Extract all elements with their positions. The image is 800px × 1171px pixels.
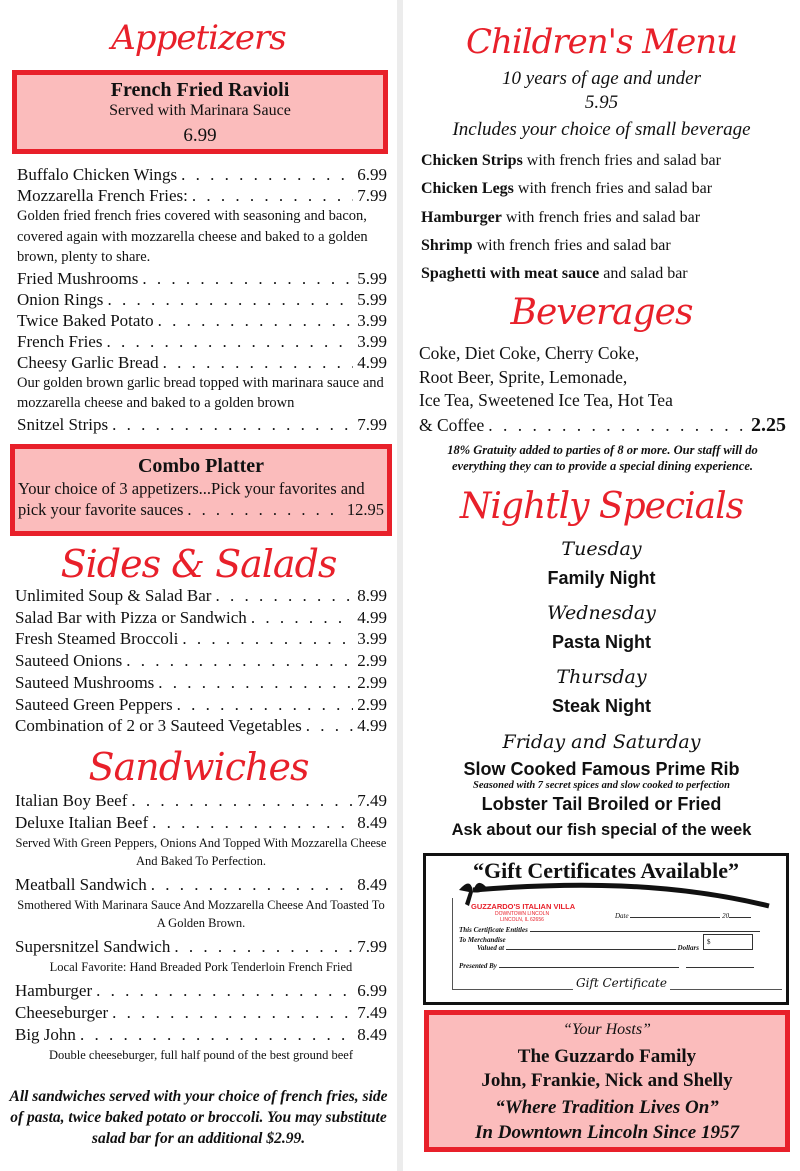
night-special: Steak Night <box>551 696 652 716</box>
dot-leader <box>142 268 353 289</box>
item-name: Hamburger <box>15 981 93 1000</box>
item-price: 8.49 <box>357 875 387 894</box>
dot-leader <box>182 628 353 650</box>
night-day: Thursday <box>556 666 647 688</box>
dot-leader <box>107 289 353 310</box>
item-price: 5.99 <box>357 268 387 288</box>
dot-leader <box>215 585 353 607</box>
combo-line2: pick your favorite sauces . . . 12.95 <box>15 499 387 520</box>
menu-item <box>15 874 387 896</box>
combo-platter-box <box>10 444 392 536</box>
item-name: Big John <box>15 1025 76 1044</box>
menu-item <box>17 331 387 352</box>
children-item-desc: and salad bar <box>603 265 688 283</box>
item-name: Twice Baked Potato <box>17 310 154 330</box>
item-name: Unlimited Soup & Salad Bar <box>15 586 212 605</box>
item-name: Sauteed Onions <box>15 651 123 671</box>
children-item-name: Chicken Legs <box>421 180 514 198</box>
night-day: Tuesday <box>561 538 642 560</box>
menu-item <box>17 352 387 373</box>
dot-leader <box>251 607 353 629</box>
dot-leader <box>306 715 354 737</box>
dot-leader <box>158 672 353 694</box>
item-name: Meatball Sandwich <box>15 875 147 894</box>
item-description: Double cheeseburger, full half pound of the best ground beef <box>48 1048 354 1062</box>
item-name: Mozzarella French Fries: <box>17 186 188 205</box>
item-name: Italian Boy Beef <box>15 791 128 810</box>
night-special: Family Night <box>547 568 656 588</box>
children-price: 5.95 <box>584 92 619 113</box>
menu-item <box>15 936 387 958</box>
item-price: 8.49 <box>357 1025 387 1044</box>
featured-desc: Served with Marinara Sauce <box>109 102 291 119</box>
beverage-line: Root Beer, Sprite, Lemonade, <box>419 366 628 387</box>
combo-line1: Your choice of 3 appetizers...Pick your favorites and <box>18 479 365 498</box>
children-beverage: Includes your choice of small beverage <box>452 119 751 140</box>
menu-item <box>15 812 387 834</box>
item-price: 2.99 <box>357 694 387 714</box>
combo-name: Combo Platter <box>137 455 265 477</box>
children-item <box>421 260 800 288</box>
specials-heading: Nightly Specials <box>459 486 744 527</box>
sides-heading: Sides & Salads <box>60 542 337 586</box>
gift-certificate-box: “Gift Certificates Available” GUZZARDO'S ITALIAN VILLA DOWNTOWN LINCOLN LINCOLN, IL 62656 Date 20 This Certificate Entitles To Merchandise Valued at Dollars $ Presented By Gift Certificate <box>423 853 789 1005</box>
gift-footer: Gift Certificate <box>573 976 670 990</box>
weekend-special <box>403 731 800 840</box>
dot-leader <box>80 1024 353 1046</box>
item-price: 4.99 <box>357 716 387 736</box>
children-item-name: Hamburger <box>421 208 502 226</box>
featured-ravioli-box <box>12 70 388 154</box>
item-price: 7.99 <box>357 937 387 956</box>
dot-leader <box>112 414 353 435</box>
menu-item <box>15 980 387 1002</box>
gift-title: “Gift Certificates Available” <box>473 858 739 883</box>
hosts-names: John, Frankie, Nick and Shelly <box>481 1070 733 1091</box>
beverage-line: Coke, Diet Coke, Cherry Coke, <box>419 343 640 363</box>
menu-item <box>15 715 387 737</box>
children-item <box>421 175 800 203</box>
menu-item <box>15 790 387 812</box>
featured-name: French Fried Ravioli <box>110 79 290 101</box>
item-name: Buffalo Chicken Wings <box>17 165 178 184</box>
menu-item <box>15 1024 387 1046</box>
item-price: 6.99 <box>357 981 387 1000</box>
menu-item <box>17 185 387 206</box>
item-name: Supersnitzel Sandwich <box>15 937 171 956</box>
right-column <box>403 0 800 1171</box>
item-price: 2.99 <box>357 672 387 692</box>
gift-amount-field: $ <box>703 934 753 950</box>
item-price: 8.49 <box>357 813 387 832</box>
item-description: Local Favorite: Hand Breaded Pork Tenderloin French Fried <box>49 960 353 974</box>
gratuity-note: 18% Gratuity added to parties of 8 or more. Our staff will do everything they can to provide a special dining experience. <box>447 443 758 473</box>
beverage-line: Ice Tea, Sweetened Ice Tea, Hot Tea <box>419 390 673 410</box>
menu-item <box>15 650 387 672</box>
item-price: 3.99 <box>357 629 387 649</box>
item-description: Golden fried french fries covered with seasoning and bacon, covered again with mozzarella cheese and baked to a golden brown, plenty to share. <box>17 208 368 265</box>
dot-leader <box>152 812 353 834</box>
lobster-tail: Lobster Tail Broiled or Fried <box>481 794 722 814</box>
item-description: Our golden brown garlic bread topped with marinara sauce and mozzarella cheese and baked to a golden brown <box>17 374 384 411</box>
item-name: Cheeseburger <box>15 1003 109 1022</box>
featured-price: 6.99 <box>183 125 217 146</box>
children-item <box>421 204 800 232</box>
item-price: 7.49 <box>357 1003 387 1022</box>
menu-item <box>17 310 387 331</box>
hosts-family: The Guzzardo Family <box>517 1046 697 1067</box>
menu-item <box>17 164 387 185</box>
item-price: 4.99 <box>357 352 387 372</box>
menu-item <box>15 628 387 650</box>
dot-leader <box>181 164 353 185</box>
hosts-since: In Downtown Lincoln Since 1957 <box>475 1122 739 1143</box>
item-name: Combination of 2 or 3 Sauteed Vegetables <box>15 716 302 736</box>
item-name: Deluxe Italian Beef <box>15 813 149 832</box>
nightly-specials-list <box>403 535 800 727</box>
beverage-price-row: & Coffee . . . 2.25 <box>419 413 786 437</box>
dot-leader <box>131 790 353 812</box>
children-item-name: Spaghetti with meat sauce <box>421 265 600 283</box>
item-name: Sauteed Mushrooms <box>15 672 155 692</box>
item-price: 8.99 <box>357 586 387 605</box>
item-price: 6.99 <box>357 165 387 184</box>
beverages-list <box>419 342 786 437</box>
night-day: Wednesday <box>547 602 656 624</box>
children-item-desc: with french fries and salad bar <box>517 180 713 198</box>
item-name: Salad Bar with Pizza or Sandwich <box>15 607 247 627</box>
appetizers-heading: Appetizers <box>111 18 286 58</box>
dot-leader <box>126 650 353 672</box>
children-item-desc: with french fries and salad bar <box>505 208 701 226</box>
item-description: Served With Green Peppers, Onions And Topped With Mozzarella Cheese And Baked To Perfection. <box>15 836 387 868</box>
item-name: Onion Rings <box>17 289 104 309</box>
item-price: 7.99 <box>357 186 387 205</box>
item-price: 4.99 <box>357 607 387 627</box>
children-item <box>421 232 800 260</box>
children-item-desc: with french fries and salad bar <box>476 236 671 254</box>
item-name: Fried Mushrooms <box>17 268 139 288</box>
dot-leader <box>151 874 354 896</box>
children-age: 10 years of age and under <box>502 68 701 89</box>
weekend-day: Friday and Saturday <box>502 731 701 753</box>
sandwich-note: All sandwiches served with your choice of french fries, side of pasta, twice baked potato or broccoli. You may substitute salad bar for an additional $2.99. <box>9 1088 388 1147</box>
item-name: Fresh Steamed Broccoli <box>15 629 179 649</box>
children-item-name: Chicken Strips <box>421 152 523 169</box>
dot-leader <box>158 310 354 331</box>
dot-leader <box>96 980 353 1002</box>
dot-leader <box>192 185 353 206</box>
sandwiches-list <box>15 790 387 1068</box>
hosts-box <box>424 1010 790 1152</box>
dot-leader <box>177 694 354 716</box>
hosts-label: “Your Hosts” <box>563 1021 651 1038</box>
item-price: 3.99 <box>357 310 387 330</box>
item-name: Cheesy Garlic Bread <box>17 352 159 372</box>
item-price: 3.99 <box>357 331 387 351</box>
menu-item <box>15 672 387 694</box>
menu-item <box>17 414 387 435</box>
item-price: 7.99 <box>357 414 387 434</box>
menu-item <box>15 607 387 629</box>
children-item-name: Shrimp <box>421 236 473 254</box>
appetizers-list <box>17 164 387 435</box>
dot-leader <box>106 331 353 352</box>
fish-special: Ask about our fish special of the week <box>451 821 752 839</box>
prime-rib: Slow Cooked Famous Prime Rib <box>463 759 740 779</box>
sandwiches-heading: Sandwiches <box>88 745 309 789</box>
children-list <box>421 147 800 288</box>
menu-item <box>17 268 387 289</box>
childrens-heading: Children's Menu <box>465 22 738 62</box>
item-price: 2.99 <box>357 651 387 671</box>
children-item-desc: with french fries and salad bar <box>526 152 721 169</box>
item-price: 7.49 <box>357 791 387 810</box>
hosts-tagline: “Where Tradition Lives On” <box>495 1097 719 1118</box>
item-name: French Fries <box>17 331 103 351</box>
item-description: Smothered With Marinara Sauce And Mozzarella Cheese And Toasted To A Golden Brown. <box>17 898 385 930</box>
night-special: Pasta Night <box>551 632 652 652</box>
dot-leader <box>112 1002 353 1024</box>
beverages-heading: Beverages <box>510 292 693 333</box>
dot-leader <box>174 936 353 958</box>
menu-item <box>15 694 387 716</box>
item-name: Snitzel Strips <box>17 414 109 434</box>
children-item <box>421 147 800 175</box>
menu-item <box>15 585 387 607</box>
left-column <box>0 0 397 1171</box>
dot-leader <box>163 352 354 373</box>
item-price: 5.99 <box>357 289 387 309</box>
item-name: Sauteed Green Peppers <box>15 694 173 714</box>
sides-list <box>15 585 387 737</box>
prime-rib-desc: Seasoned with 7 secret spices and slow cooked to perfection <box>473 780 730 791</box>
gift-restaurant-name: GUZZARDO'S ITALIAN VILLA <box>471 902 576 911</box>
menu-item <box>17 289 387 310</box>
menu-item <box>15 1002 387 1024</box>
